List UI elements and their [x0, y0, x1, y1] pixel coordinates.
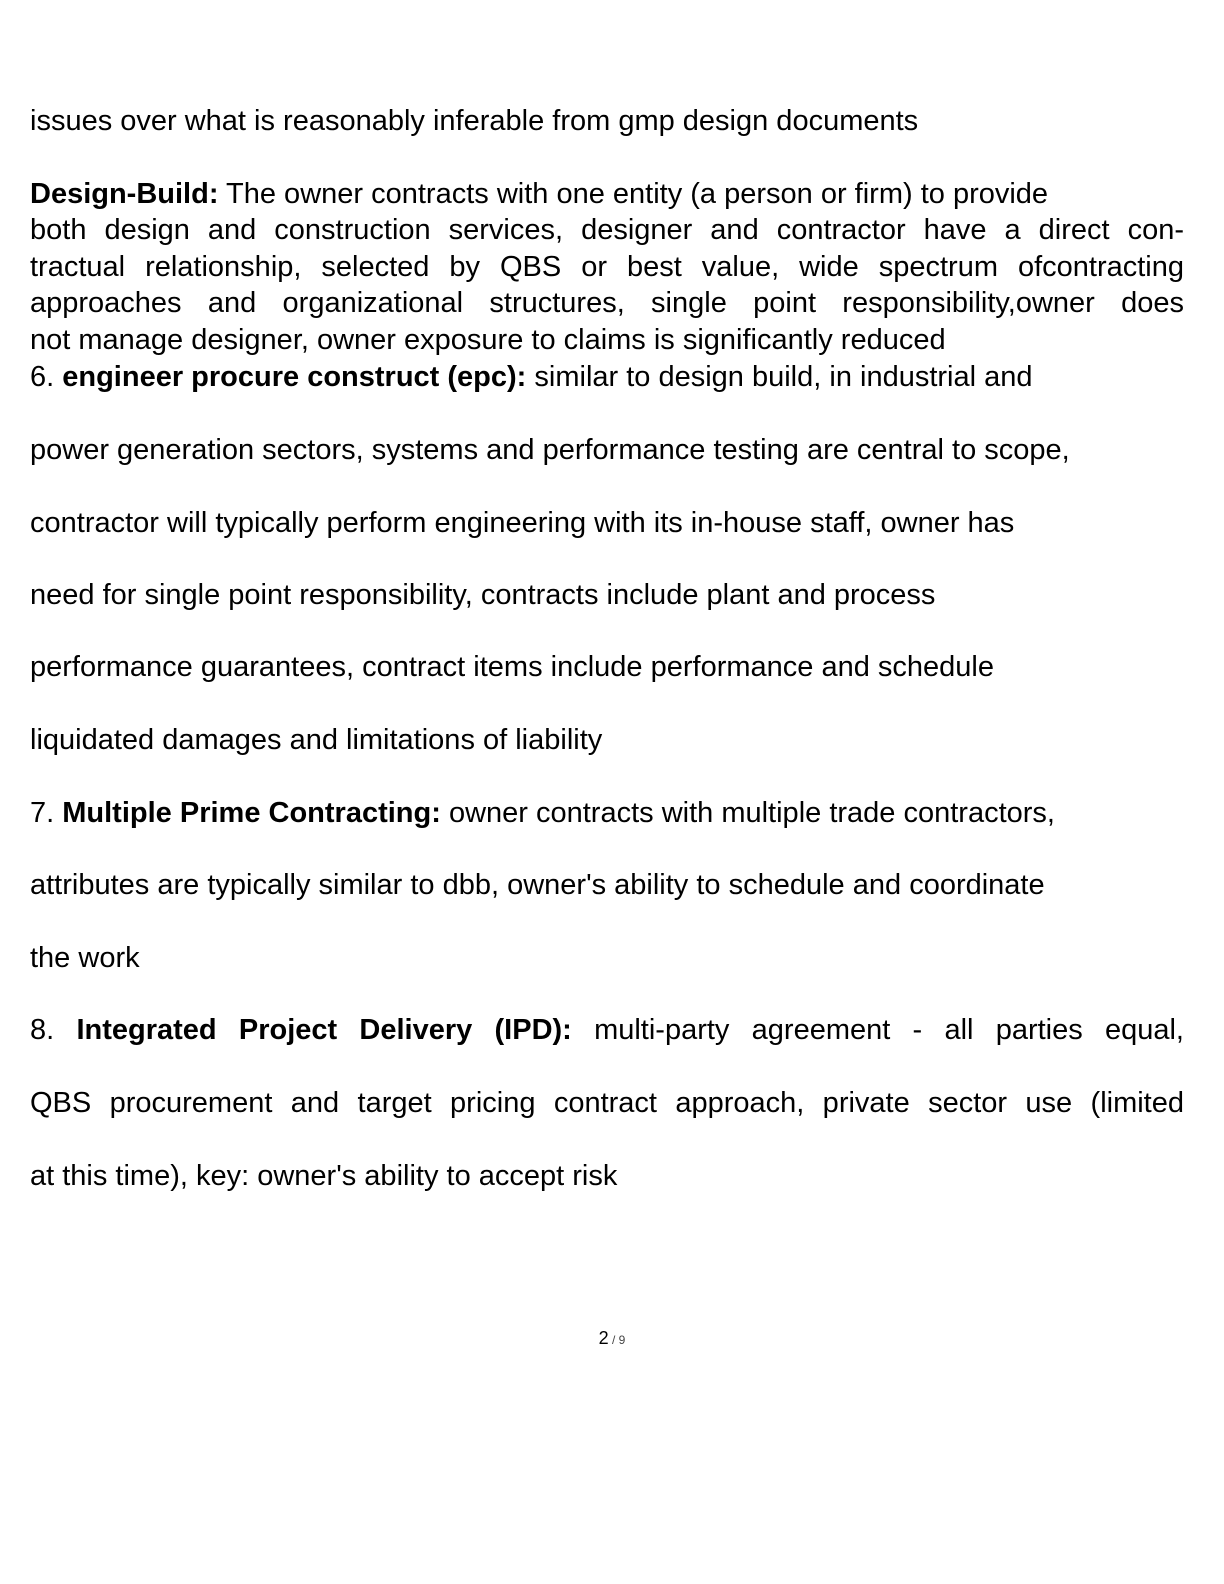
continuation-text: issues over what is reasonably inferable from gmp design documents: [30, 105, 919, 137]
design-build-text: not manage designer, owner exposure to claims is significantly reduced: [30, 324, 946, 356]
epc-line-3: [30, 505, 1014, 541]
ipd-number: 8.: [30, 1014, 77, 1046]
epc-line-4: [30, 577, 935, 613]
design-build-text: The owner contracts with one entity (a person or firm) to provide: [218, 178, 1049, 210]
design-build-line-2: [30, 212, 1184, 248]
multiple-prime-number: 7.: [30, 797, 63, 829]
ipd-text: QBS procurement and target pricing contract approach, private sector use (limited: [30, 1087, 1184, 1119]
design-build-line-5: [30, 322, 946, 358]
continuation-line: [30, 103, 918, 139]
page-number-total: / 9: [608, 1333, 626, 1347]
epc-line-6: [30, 722, 602, 758]
multiple-prime-line-1: [30, 795, 1055, 831]
design-build-line-4: [30, 285, 1184, 321]
epc-line-2: [30, 432, 1070, 468]
epc-text: liquidated damages and limitations of liability: [30, 724, 603, 756]
ipd-line-1: [30, 1012, 1184, 1048]
design-build-text: both design and construction services, designer and contractor have a direct con-: [30, 214, 1184, 246]
epc-text: performance guarantees, contract items include performance and schedule: [30, 651, 994, 683]
epc-line-1: [30, 359, 1033, 395]
design-build-text: tractual relationship, selected by QBS or best value, wide spectrum ofcontracting: [30, 251, 1184, 283]
ipd-heading: Integrated Project Delivery (IPD):: [76, 1014, 572, 1046]
multiple-prime-heading: Multiple Prime Contracting:: [62, 797, 441, 829]
epc-line-5: [30, 649, 994, 685]
epc-heading: engineer procure construct (epc):: [62, 361, 527, 393]
epc-text: power generation sectors, systems and performance testing are central to scope,: [30, 434, 1070, 466]
design-build-line-3: [30, 249, 1184, 285]
multiple-prime-text: owner contracts with multiple trade contractors,: [440, 797, 1055, 829]
multiple-prime-text: the work: [30, 942, 140, 974]
design-build-heading: Design-Build:: [30, 178, 219, 210]
design-build-text: approaches and organizational structures, single point responsibility,owner does: [30, 287, 1184, 319]
page-number: [0, 1327, 1224, 1351]
ipd-line-3: [30, 1158, 617, 1194]
page-number-current: 2: [598, 1328, 609, 1348]
epc-text: contractor will typically perform engineering with its in-house staff, owner has: [30, 507, 1015, 539]
multiple-prime-line-2: [30, 867, 1045, 903]
multiple-prime-text: attributes are typically similar to dbb, owner's ability to schedule and coordinate: [30, 869, 1045, 901]
design-build-line-1: [30, 176, 1048, 212]
epc-text: need for single point responsibility, contracts include plant and process: [30, 579, 936, 611]
ipd-line-2: [30, 1085, 1184, 1121]
ipd-text: at this time), key: owner's ability to accept risk: [30, 1160, 618, 1192]
epc-number: 6.: [30, 361, 63, 393]
epc-text: similar to design build, in industrial and: [526, 361, 1033, 393]
multiple-prime-line-3: [30, 940, 140, 976]
ipd-text: multi-party agreement - all parties equal,: [571, 1014, 1184, 1046]
